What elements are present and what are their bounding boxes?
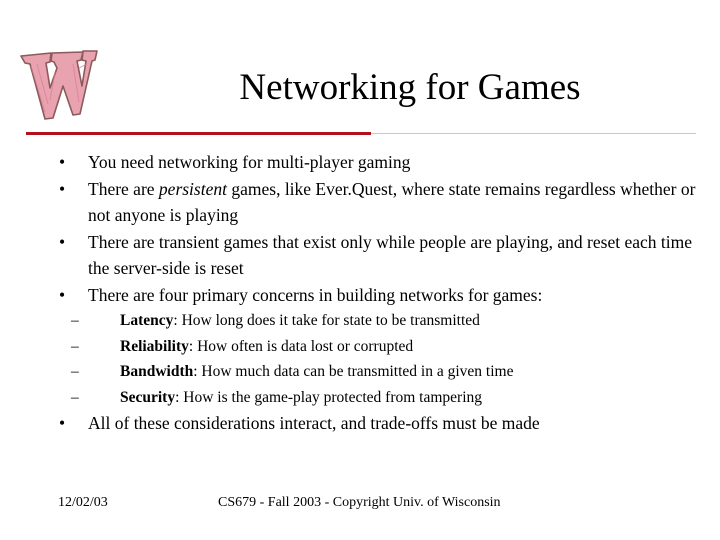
bullet-text: There are transient games that exist only while people are playing, and reset each time the server-side is reset bbox=[88, 231, 692, 278]
bullet-text: All of these considerations interact, and trade-offs must be made bbox=[88, 413, 540, 433]
footer-date: 12/02/03 bbox=[58, 495, 108, 510]
sub-bullet-term: Reliability bbox=[120, 337, 189, 355]
bullet-text bbox=[88, 176, 696, 229]
bullet-marker: • bbox=[59, 152, 66, 172]
bullet-item bbox=[56, 410, 696, 437]
title-rule-accent bbox=[26, 132, 371, 135]
sub-bullet-marker: – bbox=[71, 312, 79, 329]
sub-bullet-marker: – bbox=[71, 388, 79, 406]
sub-bullet-term: Latency bbox=[120, 312, 174, 329]
wisconsin-w-logo-icon bbox=[17, 42, 99, 122]
slide-title: Networking for Games bbox=[239, 67, 581, 108]
sub-bullet-desc: : How long does it take for state to be transmitted bbox=[173, 312, 480, 329]
bullet-marker: • bbox=[59, 178, 66, 199]
sub-bullet-desc: : How is the game-play protected from tampering bbox=[175, 388, 482, 406]
sub-bullet-item bbox=[56, 385, 696, 411]
bullet-text-post: games, like Ever.Quest, where state remains regardless whether or not anyone is playing bbox=[88, 178, 696, 225]
sub-bullet-item bbox=[56, 334, 696, 360]
bullet-marker: • bbox=[59, 413, 66, 433]
sub-bullet-desc: : How often is data lost or corrupted bbox=[188, 337, 414, 355]
bullet-text: There are four primary concerns in building networks for games: bbox=[88, 284, 543, 305]
sub-bullet-list bbox=[56, 308, 696, 410]
bullet-item bbox=[56, 282, 696, 309]
bullet-item bbox=[56, 229, 696, 282]
sub-bullet-item bbox=[56, 308, 696, 334]
bullet-list bbox=[56, 149, 696, 437]
bullet-text: You need networking for multi-player gaming bbox=[88, 152, 411, 172]
sub-bullet-desc: : How much data can be transmitted in a given time bbox=[193, 363, 514, 380]
footer-copyright: CS679 - Fall 2003 - Copyright Univ. of Wisconsin bbox=[218, 495, 501, 510]
sub-bullet-marker: – bbox=[71, 337, 79, 355]
bullet-item bbox=[56, 149, 696, 176]
sub-bullet-marker: – bbox=[71, 363, 79, 380]
title-rule-grey bbox=[371, 133, 696, 134]
bullet-marker: • bbox=[59, 231, 66, 252]
sub-bullet-term: Security bbox=[120, 388, 176, 406]
bullet-marker: • bbox=[59, 284, 66, 305]
bullet-text-pre: There are bbox=[88, 178, 159, 199]
sub-bullet-item bbox=[56, 359, 696, 385]
bullet-text-emphasis: persistent bbox=[158, 178, 227, 199]
bullet-item bbox=[56, 176, 696, 229]
sub-bullet-term: Bandwidth bbox=[120, 363, 194, 380]
